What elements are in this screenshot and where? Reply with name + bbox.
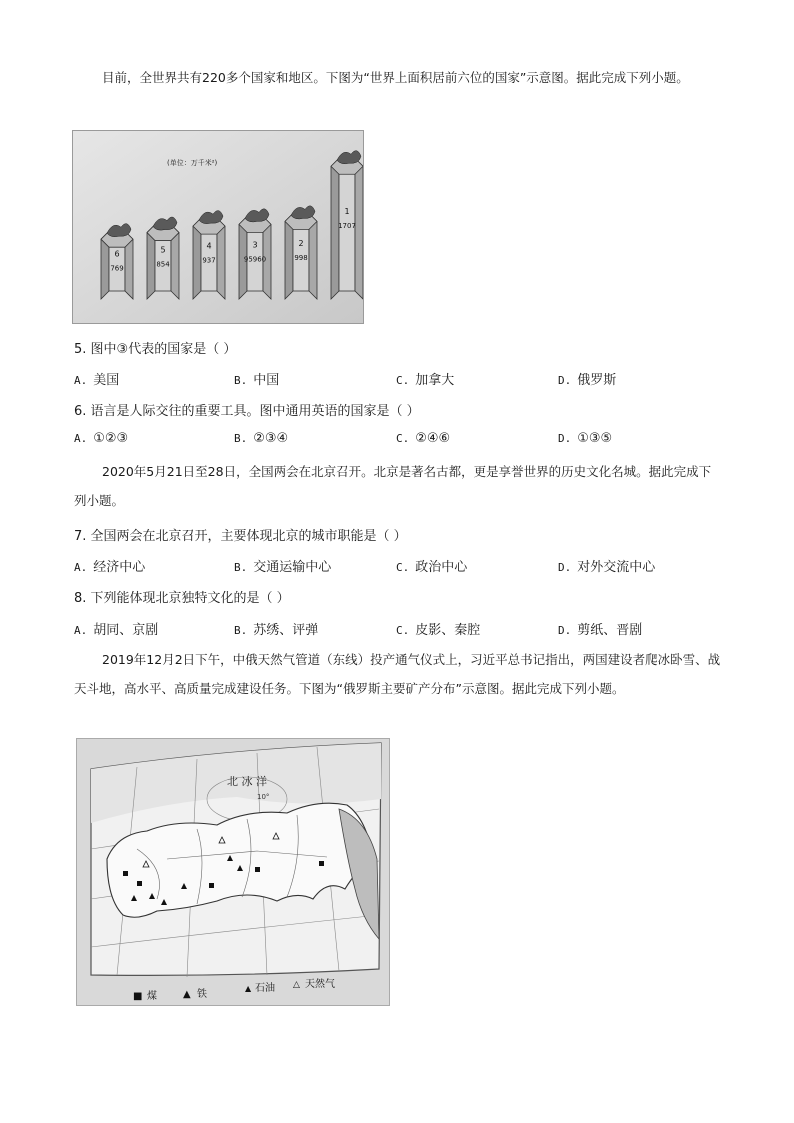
bar-value-label: 998 [294, 253, 308, 262]
q5-option-c[interactable]: C. 加拿大 [396, 373, 455, 388]
bar-value-label: 937 [202, 256, 216, 265]
area-bar-2 [285, 206, 317, 299]
legend-oil-label: 石油 [255, 983, 275, 994]
bar-rank-label: 6 [114, 249, 120, 259]
area-bar-6 [101, 224, 133, 299]
q8-option-c[interactable]: C. 皮影、秦腔 [396, 623, 481, 638]
q7-option-a[interactable]: A. 经济中心 [74, 560, 146, 575]
legend-iron-symbol: ▲ [183, 989, 191, 1000]
bar-rank-label: 5 [160, 245, 166, 255]
bar-side-face [355, 158, 363, 299]
question-5-stem: 5. 图中③代表的国家是（ ） [74, 342, 237, 357]
russia-mineral-map [76, 738, 390, 1006]
q6-option-c[interactable]: C. ②④⑥ [396, 431, 451, 446]
q8-option-d[interactable]: D. 剪纸、晋剧 [558, 623, 643, 638]
legend-gas-symbol: △ [293, 980, 300, 990]
coal-symbol [209, 883, 214, 888]
bar-rank-label: 3 [252, 240, 258, 250]
bar-rank-label: 4 [206, 241, 212, 251]
intro-paragraph-2: 2020年5月21日至28日，全国两会在北京召开。北京是著名古都，更是享誉世界的历史文化名城。据此完成下列小题。 [74, 464, 712, 508]
q8-option-b[interactable]: B. 苏绣、评弹 [234, 623, 319, 638]
area-bar-3 [239, 209, 271, 299]
latitude-label: 10° [257, 793, 270, 801]
russia-map-svg [77, 739, 389, 1005]
legend-gas-label: 天然气 [305, 979, 335, 990]
q6-option-b[interactable]: B. ②③④ [234, 431, 289, 446]
q8-option-a[interactable]: A. 胡同、京剧 [74, 623, 159, 638]
chart-unit-label: (单位：万千米²) [167, 159, 218, 167]
q6-option-d[interactable]: D. ①③⑤ [558, 431, 613, 446]
q6-option-a[interactable]: A. ①②③ [74, 431, 129, 446]
coal-symbol [123, 871, 128, 876]
coal-symbol [137, 881, 142, 886]
area-bar-5 [147, 217, 179, 299]
q5-option-a[interactable]: A. 美国 [74, 373, 120, 388]
bar-value-label: 95960 [243, 255, 267, 264]
legend-coal-symbol: ■ [133, 991, 143, 1002]
question-7-options [74, 556, 724, 576]
area-bar-4 [193, 211, 225, 299]
intro-paragraph-1: 目前，全世界共有220多个国家和地区。下图为“世界上面积居前六位的国家”示意图。据此完成下列小题。 [102, 70, 689, 85]
legend-coal-label: 煤 [147, 991, 157, 1002]
q7-option-c[interactable]: C. 政治中心 [396, 560, 468, 575]
question-8-stem: 8. 下列能体现北京独特文化的是（ ） [74, 591, 290, 606]
bar-rank-label: 2 [298, 238, 304, 248]
coal-symbol [319, 861, 324, 866]
question-6-options [74, 431, 724, 451]
q5-option-b[interactable]: B. 中国 [234, 373, 280, 388]
area-bar-1 [331, 151, 363, 299]
question-5-options [74, 369, 724, 389]
q7-option-b[interactable]: B. 交通运输中心 [234, 560, 332, 575]
intro-paragraph-3: 2019年12月2日下午，中俄天然气管道（东线）投产通气仪式上，习近平总书记指出，两国建设者爬冰卧雪、战天斗地，高水平、高质量完成建设任务。下图为“俄罗斯主要矿产分布”示意图。据此完成下列小题。 [74, 652, 721, 696]
bar-value-label: 854 [156, 260, 170, 269]
q7-option-d[interactable]: D. 对外交流中心 [558, 560, 656, 575]
bar-value-label: 1707 [338, 221, 356, 230]
ocean-label: 北 冰 洋 [227, 775, 267, 788]
bar-value-label: 769 [110, 264, 124, 273]
bar-rank-label: 1 [344, 206, 350, 216]
area-chart-figure [72, 130, 364, 324]
question-7-stem: 7. 全国两会在北京召开，主要体现北京的城市职能是（ ） [74, 529, 407, 544]
question-6-stem: 6. 语言是人际交往的重要工具。图中通用英语的国家是（ ） [74, 404, 420, 419]
area-chart [73, 131, 363, 323]
coal-symbol [255, 867, 260, 872]
legend-oil-symbol: ▲ [245, 984, 252, 993]
legend-iron-label: 铁 [197, 989, 207, 1000]
q5-option-d[interactable]: D. 俄罗斯 [558, 373, 617, 388]
question-8-options [74, 619, 724, 639]
